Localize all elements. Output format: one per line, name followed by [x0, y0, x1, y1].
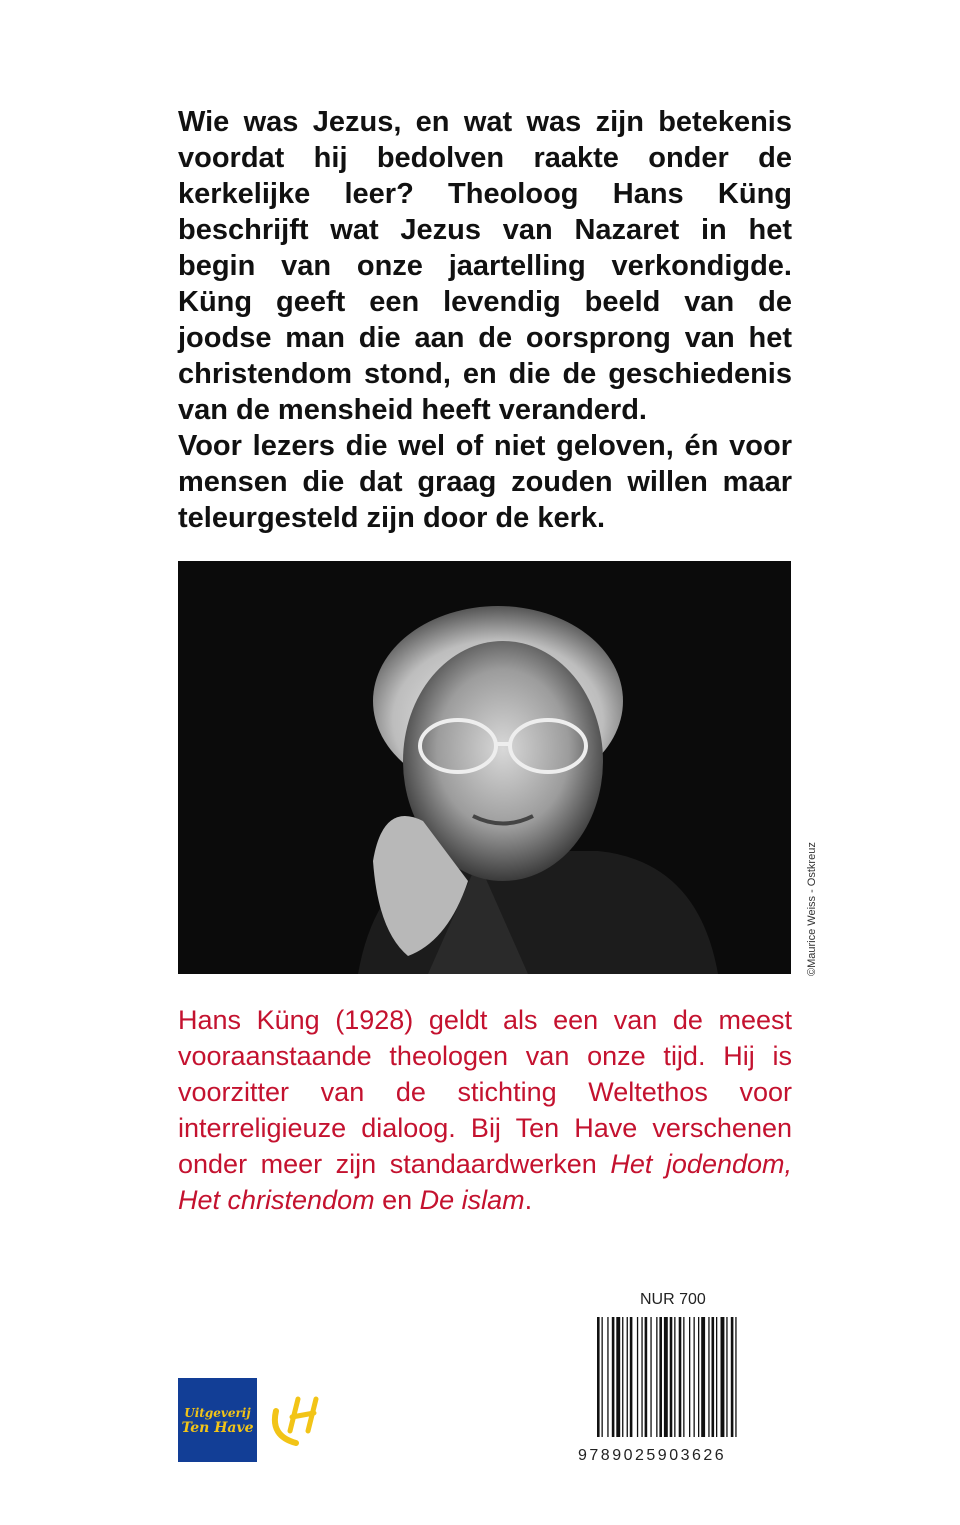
- barcode-bar: [641, 1317, 642, 1437]
- barcode-bar: [602, 1317, 603, 1437]
- photo-credit: ©Maurice Weiss - Ostkreuz: [806, 842, 818, 976]
- barcode-bar: [708, 1317, 709, 1437]
- book-title-2: De islam: [419, 1185, 525, 1215]
- bio-connector: en: [374, 1185, 420, 1215]
- author-photo: [178, 561, 791, 974]
- publisher-h-icon: [268, 1391, 328, 1446]
- bio-text: Hans Küng (1928) geldt als een van de meest vooraanstaande theologen van onze tijd. Hij is voorzitter van de stichting Weltethos voor interreligieuze dialoog. Bij Ten Have verschenen onder meer zijn standaardwerken: [178, 1005, 792, 1179]
- barcode-bar: [630, 1317, 633, 1437]
- publisher-logo-line1: Uitgeverij: [184, 1406, 251, 1420]
- barcode-bar: [650, 1317, 651, 1437]
- barcode-bar: [656, 1317, 657, 1437]
- blurb-paragraph-2: Voor lezers die wel of niet geloven, én voor mensen die dat graag zouden willen maar teleurgesteld zijn door de kerk.: [178, 430, 792, 534]
- barcode-bar: [616, 1317, 620, 1437]
- barcode-bar: [622, 1317, 623, 1437]
- barcode-bar: [698, 1317, 699, 1437]
- barcode-bar: [659, 1317, 662, 1437]
- barcode-bar: [645, 1317, 648, 1437]
- author-portrait-illustration: [178, 561, 791, 974]
- barcode-bar: [679, 1317, 682, 1437]
- barcode-bar: [721, 1317, 725, 1437]
- publisher-logo: [178, 1378, 257, 1462]
- barcode: [597, 1317, 777, 1437]
- nur-code: NUR 700: [640, 1291, 706, 1308]
- barcode-bar: [597, 1317, 600, 1437]
- barcode-bar: [683, 1317, 684, 1437]
- barcode-bar: [726, 1317, 727, 1437]
- bio-end: .: [524, 1185, 533, 1215]
- barcode-bar: [670, 1317, 673, 1437]
- book-title-1: Het jodendom, Het christendom: [178, 1149, 792, 1215]
- isbn-number: 9789025903626: [578, 1447, 727, 1464]
- barcode-bar: [607, 1317, 608, 1437]
- barcode-bar: [735, 1317, 736, 1437]
- author-bio: [178, 1002, 792, 1218]
- barcode-bar: [664, 1317, 668, 1437]
- publisher-logo-line2: Ten Have: [181, 1420, 254, 1436]
- barcode-bar: [689, 1317, 690, 1437]
- barcode-bar: [731, 1317, 734, 1437]
- barcode-bar: [637, 1317, 638, 1437]
- barcode-bar: [716, 1317, 717, 1437]
- barcode-bar: [674, 1317, 675, 1437]
- barcode-bar: [612, 1317, 615, 1437]
- barcode-bar: [627, 1317, 628, 1437]
- blurb-paragraph-1: Wie was Jezus, en wat was zijn betekenis voordat hij bedolven raakte onder de kerkelijke leer? Theoloog Hans Küng beschrijft wat Jezus van Nazaret in het begin van onze jaartelling verkondigde. Küng geeft een levendig beeld van de joodse man die aan de oorsprong van het christendom stond, en die de geschiedenis van de mensheid heeft veranderd.: [178, 106, 792, 426]
- barcode-bar: [701, 1317, 705, 1437]
- barcode-bar: [712, 1317, 715, 1437]
- barcode-bar: [694, 1317, 695, 1437]
